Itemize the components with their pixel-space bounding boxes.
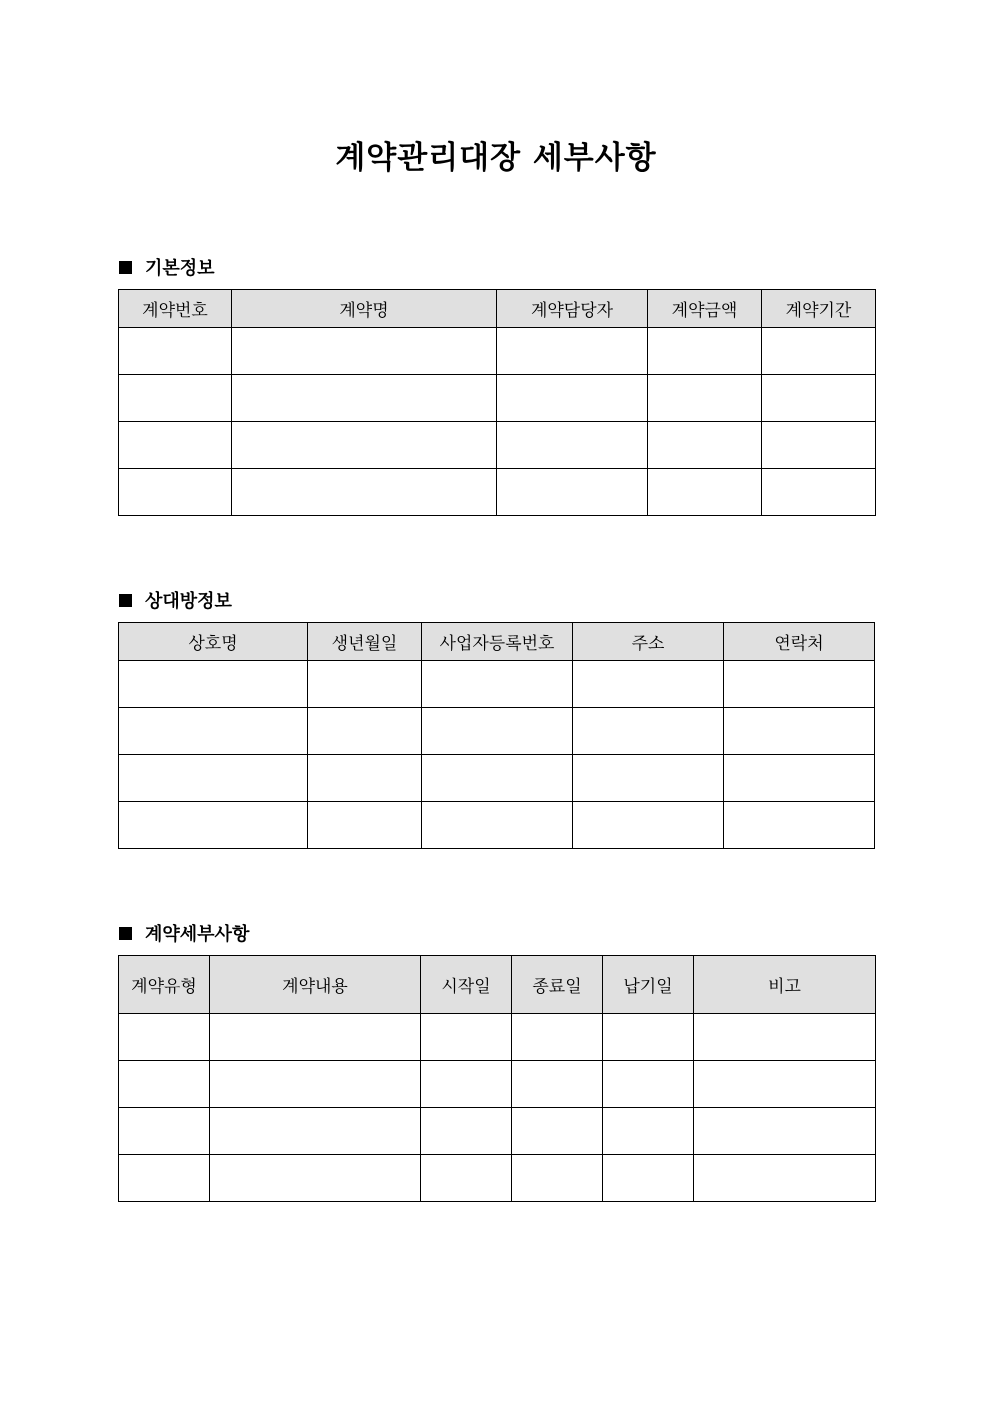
table-cell[interactable]	[119, 661, 308, 708]
column-header: 계약기간	[762, 290, 876, 328]
square-bullet-icon	[119, 927, 132, 940]
table-cell[interactable]	[648, 375, 762, 422]
table-cell[interactable]	[724, 755, 875, 802]
table-cell[interactable]	[119, 755, 308, 802]
table-cell[interactable]	[694, 1014, 876, 1061]
table-cell[interactable]	[232, 328, 497, 375]
table-cell[interactable]	[762, 375, 876, 422]
square-bullet-icon	[119, 261, 132, 274]
table-cell[interactable]	[573, 708, 724, 755]
table-cell[interactable]	[512, 1061, 603, 1108]
table-cell[interactable]	[308, 802, 422, 849]
table-cell[interactable]	[421, 1061, 512, 1108]
table-cell[interactable]	[421, 1014, 512, 1061]
table-cell[interactable]	[497, 375, 648, 422]
section-heading-label: 계약세부사항	[145, 924, 250, 945]
table-cell[interactable]	[694, 1155, 876, 1202]
table-cell[interactable]	[119, 1155, 210, 1202]
table-cell[interactable]	[694, 1108, 876, 1155]
table-cell[interactable]	[232, 375, 497, 422]
table-cell[interactable]	[422, 708, 573, 755]
table-cell[interactable]	[422, 802, 573, 849]
column-header: 계약담당자	[497, 290, 648, 328]
counterparty-info-table	[118, 622, 875, 849]
table-cell[interactable]	[497, 469, 648, 516]
table-cell[interactable]	[497, 422, 648, 469]
table-cell[interactable]	[603, 1108, 694, 1155]
column-header: 연락처	[724, 623, 875, 661]
table-row	[119, 328, 876, 375]
table-header-row	[119, 290, 876, 328]
column-header: 종료일	[512, 956, 603, 1014]
table-row	[119, 708, 875, 755]
table-cell[interactable]	[210, 1014, 421, 1061]
table-cell[interactable]	[512, 1155, 603, 1202]
table-cell[interactable]	[119, 422, 232, 469]
table-row	[119, 1155, 876, 1202]
table-row	[119, 422, 876, 469]
column-header: 시작일	[421, 956, 512, 1014]
column-header: 생년월일	[308, 623, 422, 661]
table-cell[interactable]	[308, 755, 422, 802]
column-header: 비고	[694, 956, 876, 1014]
column-header: 납기일	[603, 956, 694, 1014]
table-row	[119, 661, 875, 708]
table-cell[interactable]	[210, 1061, 421, 1108]
section-heading-basic-info	[119, 254, 215, 280]
table-cell[interactable]	[422, 661, 573, 708]
section-heading-counterparty-info	[119, 587, 232, 613]
table-row	[119, 469, 876, 516]
table-cell[interactable]	[119, 1061, 210, 1108]
table-row	[119, 1061, 876, 1108]
table-row	[119, 375, 876, 422]
table-cell[interactable]	[512, 1108, 603, 1155]
column-header: 계약번호	[119, 290, 232, 328]
table-row	[119, 802, 875, 849]
table-cell[interactable]	[421, 1155, 512, 1202]
table-cell[interactable]	[210, 1155, 421, 1202]
table-cell[interactable]	[119, 328, 232, 375]
section-heading-label: 기본정보	[145, 258, 215, 279]
table-row	[119, 1108, 876, 1155]
table-cell[interactable]	[232, 469, 497, 516]
table-cell[interactable]	[694, 1061, 876, 1108]
section-heading-contract-details	[119, 920, 249, 946]
table-cell[interactable]	[119, 375, 232, 422]
table-cell[interactable]	[421, 1108, 512, 1155]
basic-info-table	[118, 289, 876, 516]
page-title: 계약관리대장 세부사항	[335, 140, 657, 176]
table-cell[interactable]	[119, 708, 308, 755]
column-header: 주소	[573, 623, 724, 661]
table-cell[interactable]	[648, 422, 762, 469]
column-header: 상호명	[119, 623, 308, 661]
table-cell[interactable]	[119, 1014, 210, 1061]
table-cell[interactable]	[648, 328, 762, 375]
table-cell[interactable]	[308, 708, 422, 755]
table-cell[interactable]	[603, 1061, 694, 1108]
table-cell[interactable]	[573, 802, 724, 849]
table-header-row	[119, 956, 876, 1014]
table-cell[interactable]	[308, 661, 422, 708]
column-header: 계약유형	[119, 956, 210, 1014]
table-cell[interactable]	[762, 328, 876, 375]
square-bullet-icon	[119, 594, 132, 607]
table-cell[interactable]	[762, 469, 876, 516]
column-header: 사업자등록번호	[422, 623, 573, 661]
table-cell[interactable]	[119, 1108, 210, 1155]
table-cell[interactable]	[603, 1014, 694, 1061]
column-header: 계약금액	[648, 290, 762, 328]
table-cell[interactable]	[119, 802, 308, 849]
table-cell[interactable]	[210, 1108, 421, 1155]
table-cell[interactable]	[648, 469, 762, 516]
table-cell[interactable]	[724, 708, 875, 755]
contract-details-table	[118, 955, 876, 1202]
table-cell[interactable]	[573, 661, 724, 708]
table-header-row	[119, 623, 875, 661]
table-cell[interactable]	[232, 422, 497, 469]
table-row	[119, 1014, 876, 1061]
table-cell[interactable]	[724, 802, 875, 849]
table-cell[interactable]	[512, 1014, 603, 1061]
table-cell[interactable]	[497, 328, 648, 375]
table-cell[interactable]	[724, 661, 875, 708]
table-cell[interactable]	[603, 1155, 694, 1202]
table-cell[interactable]	[119, 469, 232, 516]
table-row	[119, 755, 875, 802]
table-cell[interactable]	[422, 755, 573, 802]
column-header: 계약내용	[210, 956, 421, 1014]
section-heading-label: 상대방정보	[145, 591, 232, 612]
table-cell[interactable]	[762, 422, 876, 469]
table-cell[interactable]	[573, 755, 724, 802]
column-header: 계약명	[232, 290, 497, 328]
